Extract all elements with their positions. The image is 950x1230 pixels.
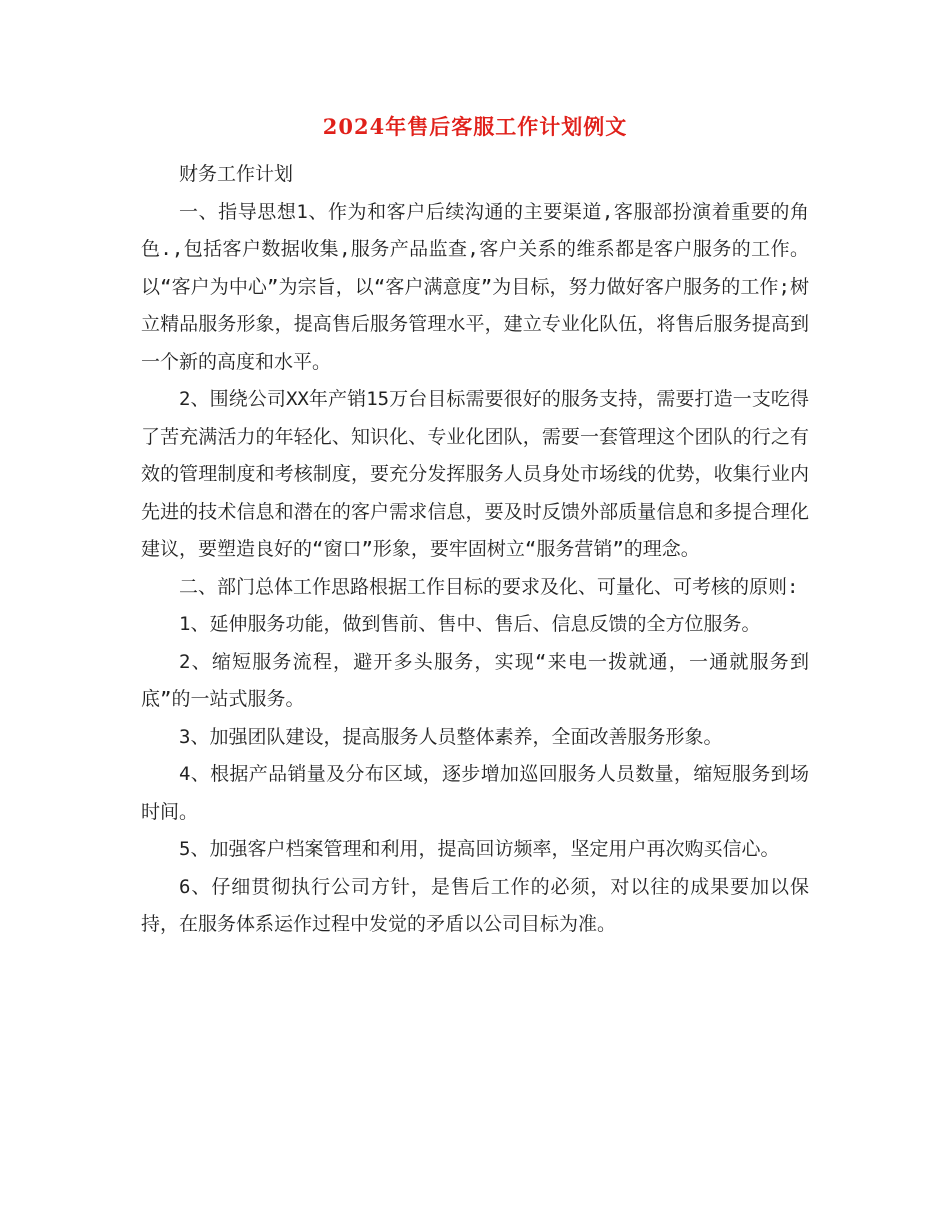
document-title: 2024年售后客服工作计划例文: [322, 114, 628, 139]
paragraph-item-2: 2、缩短服务流程，避开多头服务，实现“来电一拨就通，一通就服务到底”的一站式服务。: [141, 650, 809, 710]
paragraph-service-support: 2、围绕公司XX年产销15万台目标需要很好的服务支持，需要打造一支吃得了苦充满活力的年轻化、知识化、专业化团队，需要一套管理这个团队的行之有效的管理制度和考核制度，要充分发挥服务人员身处市场线的优势，收集行业内先进的技术信息和潜在的客户需求信息，要及时反馈外部质量信息和多提合理化建议，要塑造良好的“窗口”形象，要牢固树立“服务营销”的理念。: [141, 388, 809, 560]
paragraph-item-1: 1、延伸服务功能，做到售前、售中、售后、信息反馈的全方位服务。: [179, 613, 761, 635]
paragraph-heading-finance-plan: 财务工作计划: [179, 163, 294, 185]
paragraph-overall-approach: 二、部门总体工作思路根据工作目标的要求及化、可量化、可考核的原则:: [179, 575, 799, 598]
paragraph-item-6: 6、仔细贯彻执行公司方针，是售后工作的必须，对以往的成果要加以保持，在服务体系运作过程中发觉的矛盾以公司目标为准。: [141, 875, 809, 935]
paragraph-item-4: 4、根据产品销量及分布区域，逐步增加巡回服务人员数量，缩短服务到场时间。: [141, 763, 809, 823]
document-body: [141, 156, 809, 944]
paragraph-item-3: 3、加强团队建设，提高服务人员整体素养，全面改善服务形象。: [179, 725, 723, 748]
paragraph-guiding-ideology: 一、指导思想1、作为和客户后续沟通的主要渠道,客服部扮演着重要的角色.,包括客户数据收集,服务产品监查,客户关系的维系都是客户服务的工作。以“客户为中心”为宗旨，以“客户满意度”为目标，努力做好客户服务的工作;树立精品服务形象，提高售后服务管理水平，建立专业化队伍，将售后服务提高到一个新的高度和水平。: [141, 200, 809, 373]
paragraph-item-5: 5、加强客户档案管理和利用，提高回访频率，坚定用户再次购买信心。: [179, 838, 780, 860]
